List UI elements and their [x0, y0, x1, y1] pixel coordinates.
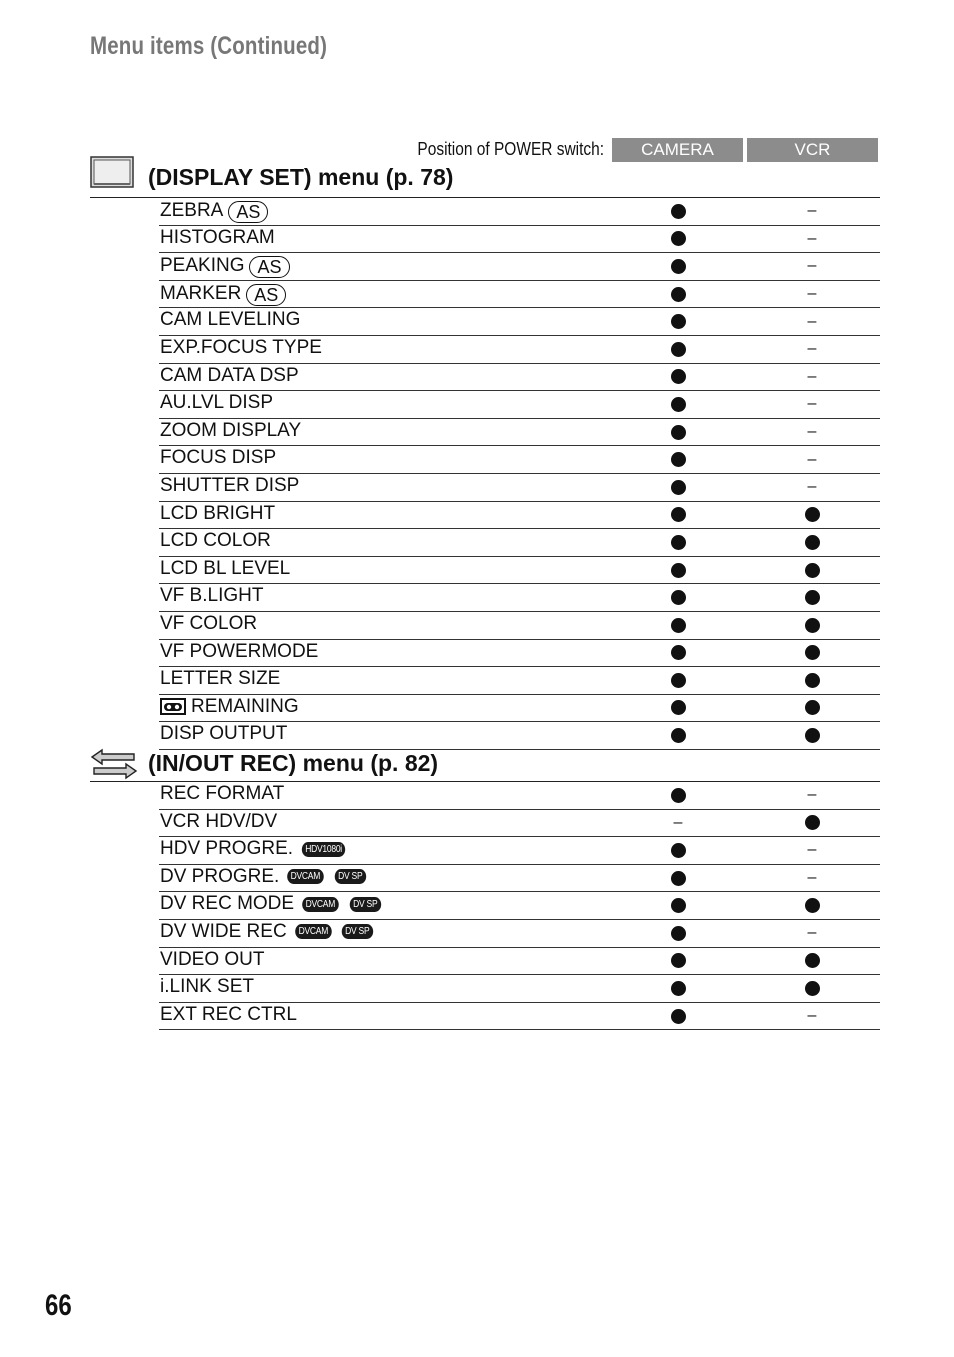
- item-text: REMAINING: [191, 695, 299, 717]
- item-label: [160, 309, 300, 331]
- as-badge: AS: [246, 284, 286, 306]
- dv-sp-badge: DV SP: [349, 897, 380, 912]
- available-dot: [671, 231, 686, 246]
- unavailable-dash: –: [807, 367, 817, 385]
- camera-availability: [668, 557, 688, 584]
- item-label: [160, 254, 290, 278]
- available-dot: [671, 369, 686, 384]
- available-dot: [671, 480, 686, 495]
- table-row: [159, 253, 880, 281]
- available-dot: [805, 953, 820, 968]
- item-text: LETTER SIZE: [160, 668, 281, 690]
- item-label: [160, 530, 271, 552]
- item-label: [160, 503, 275, 525]
- item-text: VF COLOR: [160, 612, 258, 634]
- available-dot: [671, 788, 686, 803]
- camera-availability: [668, 892, 688, 919]
- table-row: [159, 837, 880, 865]
- table-row: [159, 920, 880, 948]
- available-dot: [805, 700, 820, 715]
- item-label: [160, 696, 299, 718]
- table-row: [159, 948, 880, 976]
- vcr-availability: [802, 722, 822, 749]
- camera-availability: [668, 364, 688, 391]
- item-label: [160, 668, 280, 690]
- camera-availability: [668, 1003, 688, 1030]
- available-dot: [671, 953, 686, 968]
- unavailable-dash: –: [807, 841, 817, 859]
- item-label: [160, 949, 265, 971]
- item-text: HISTOGRAM: [160, 226, 275, 248]
- vcr-availability: [802, 837, 822, 864]
- tape-icon: [160, 698, 186, 715]
- unavailable-dash: –: [807, 257, 817, 275]
- item-text: DISP OUTPUT: [160, 723, 288, 745]
- available-dot: [671, 898, 686, 913]
- table-row: [159, 612, 880, 640]
- item-text: VF B.LIGHT: [160, 585, 264, 607]
- available-dot: [671, 204, 686, 219]
- item-text: LCD BL LEVEL: [160, 557, 291, 579]
- vcr-availability: [802, 198, 822, 225]
- vcr-availability: [802, 474, 822, 501]
- display-set-title: (DISPLAY SET) menu (p. 78): [148, 164, 454, 190]
- item-text: DV PROGRE.: [160, 865, 280, 887]
- page-number: 66: [45, 1289, 72, 1322]
- item-label: [160, 1004, 297, 1026]
- vcr-availability: [802, 865, 822, 892]
- table-row: [159, 782, 880, 810]
- vcr-availability: [802, 948, 822, 975]
- vcr-availability: [802, 695, 822, 722]
- camera-availability: [668, 584, 688, 611]
- available-dot: [805, 728, 820, 743]
- unavailable-dash: –: [807, 229, 817, 247]
- camera-availability: [668, 640, 688, 667]
- table-row: [159, 336, 880, 364]
- page-title: Menu items (Continued): [90, 32, 328, 60]
- item-text: EXP.FOCUS TYPE: [160, 336, 322, 358]
- item-label: [160, 199, 268, 223]
- item-text: LCD BRIGHT: [160, 502, 276, 524]
- camera-availability: [668, 253, 688, 280]
- available-dot: [671, 673, 686, 688]
- vcr-availability: [802, 364, 822, 391]
- item-text: VF POWERMODE: [160, 640, 319, 662]
- dvcam-badge: DVCAM: [302, 897, 338, 912]
- table-row: [159, 446, 880, 474]
- item-text: MARKER: [160, 282, 242, 304]
- vcr-availability: [802, 502, 822, 529]
- power-switch-label: Position of POWER switch:: [417, 139, 604, 159]
- camera-column-header: CAMERA: [612, 138, 743, 162]
- unavailable-dash: –: [673, 813, 683, 831]
- camera-availability: [668, 281, 688, 308]
- available-dot: [805, 898, 820, 913]
- camera-availability: [668, 474, 688, 501]
- item-text: REC FORMAT: [160, 783, 285, 804]
- item-label: [160, 337, 322, 359]
- table-row: [159, 419, 880, 447]
- available-dot: [671, 645, 686, 660]
- item-label: [160, 783, 284, 805]
- dvcam-badge: DVCAM: [295, 924, 331, 939]
- table-row: [159, 584, 880, 612]
- camera-availability: [668, 810, 688, 837]
- vcr-availability: [802, 529, 822, 556]
- available-dot: [805, 981, 820, 996]
- vcr-availability: [802, 667, 822, 694]
- vcr-availability: [802, 419, 822, 446]
- item-text: DV REC MODE: [160, 893, 295, 915]
- item-text: AU.LVL DISP: [160, 392, 273, 414]
- camera-availability: [668, 502, 688, 529]
- item-label: [160, 227, 275, 249]
- vcr-availability: [802, 336, 822, 363]
- table-row: [159, 391, 880, 419]
- vcr-availability: [802, 892, 822, 919]
- item-text: ZEBRA: [160, 200, 224, 221]
- available-dot: [671, 590, 686, 605]
- camera-availability: [668, 336, 688, 363]
- camera-availability: [668, 837, 688, 864]
- available-dot: [805, 563, 820, 578]
- item-label: [160, 420, 301, 442]
- camera-availability: [668, 198, 688, 225]
- vcr-availability: [802, 975, 822, 1002]
- item-label: [160, 558, 290, 580]
- as-badge: AS: [228, 201, 268, 223]
- item-text: i.LINK SET: [160, 976, 254, 998]
- camera-availability: [668, 529, 688, 556]
- available-dot: [805, 815, 820, 830]
- in-out-rec-table: [159, 782, 880, 1030]
- table-row: [159, 474, 880, 502]
- camera-availability: [668, 226, 688, 253]
- table-row: [159, 198, 880, 226]
- vcr-availability: [802, 782, 822, 809]
- camera-availability: [668, 446, 688, 473]
- item-label: [160, 392, 273, 414]
- camera-availability: [668, 865, 688, 892]
- vcr-availability: [802, 920, 822, 947]
- camera-availability: [668, 722, 688, 749]
- available-dot: [805, 507, 820, 522]
- table-row: [159, 557, 880, 585]
- table-row: [159, 667, 880, 695]
- in-out-arrows-icon: [90, 748, 138, 780]
- table-row: [159, 226, 880, 254]
- table-row: [159, 892, 880, 920]
- unavailable-dash: –: [807, 869, 817, 887]
- available-dot: [671, 535, 686, 550]
- table-row: [159, 865, 880, 893]
- vcr-availability: [802, 810, 822, 837]
- table-row: [159, 695, 880, 723]
- available-dot: [671, 452, 686, 467]
- available-dot: [805, 645, 820, 660]
- available-dot: [671, 926, 686, 941]
- item-label: [160, 976, 254, 998]
- camera-availability: [668, 667, 688, 694]
- vcr-availability: [802, 557, 822, 584]
- item-text: VIDEO OUT: [160, 948, 265, 970]
- table-row: [159, 1003, 880, 1031]
- item-label: [160, 866, 368, 888]
- unavailable-dash: –: [807, 423, 817, 441]
- available-dot: [671, 618, 686, 633]
- item-label: [160, 641, 318, 663]
- vcr-availability: [802, 584, 822, 611]
- available-dot: [671, 843, 686, 858]
- camera-availability: [668, 419, 688, 446]
- item-text: CAM LEVELING: [160, 309, 301, 331]
- camera-availability: [668, 948, 688, 975]
- table-row: [159, 502, 880, 530]
- available-dot: [671, 981, 686, 996]
- in-out-rec-title: (IN/OUT REC) menu (p. 82): [148, 750, 439, 776]
- vcr-column-header: VCR: [747, 138, 878, 162]
- item-label: [160, 365, 299, 387]
- vcr-availability: [802, 281, 822, 308]
- in-out-rec-section-header: [90, 748, 880, 782]
- available-dot: [805, 590, 820, 605]
- dv-sp-badge: DV SP: [342, 924, 373, 939]
- vcr-availability: [802, 612, 822, 639]
- item-text: PEAKING: [160, 255, 245, 277]
- table-row: [159, 308, 880, 336]
- camera-availability: [668, 308, 688, 335]
- vcr-availability: [802, 1003, 822, 1030]
- item-text: ZOOM DISPLAY: [160, 419, 302, 441]
- item-label: [160, 585, 263, 607]
- item-label: [160, 447, 276, 469]
- vcr-availability: [802, 446, 822, 473]
- table-row: [159, 975, 880, 1003]
- vcr-availability: [802, 308, 822, 335]
- unavailable-dash: –: [807, 202, 817, 220]
- available-dot: [671, 1009, 686, 1024]
- available-dot: [671, 728, 686, 743]
- available-dot: [671, 563, 686, 578]
- table-row: [159, 529, 880, 557]
- vcr-availability: [802, 253, 822, 280]
- item-text: DV WIDE REC: [160, 920, 287, 942]
- table-row: [159, 281, 880, 309]
- vcr-availability: [802, 226, 822, 253]
- unavailable-dash: –: [807, 340, 817, 358]
- item-text: VCR HDV/DV: [160, 810, 278, 832]
- display-set-section-header: [90, 156, 880, 198]
- unavailable-dash: –: [807, 312, 817, 330]
- item-text: LCD COLOR: [160, 530, 271, 552]
- unavailable-dash: –: [807, 1007, 817, 1025]
- available-dot: [805, 535, 820, 550]
- available-dot: [671, 259, 686, 274]
- item-label: [160, 475, 299, 497]
- as-badge: AS: [249, 256, 289, 278]
- item-label: [160, 921, 376, 943]
- camera-availability: [668, 782, 688, 809]
- item-label: [160, 893, 383, 915]
- available-dot: [671, 700, 686, 715]
- item-label: [160, 282, 286, 306]
- available-dot: [671, 287, 686, 302]
- display-set-icon: [90, 156, 134, 188]
- unavailable-dash: –: [807, 450, 817, 468]
- table-row: [159, 640, 880, 668]
- item-text: CAM DATA DSP: [160, 364, 299, 386]
- unavailable-dash: –: [807, 285, 817, 303]
- item-label: [160, 723, 287, 745]
- item-label: [160, 811, 277, 833]
- unavailable-dash: –: [807, 786, 817, 804]
- vcr-availability: [802, 640, 822, 667]
- display-set-table: [159, 198, 880, 750]
- item-text: SHUTTER DISP: [160, 474, 300, 496]
- camera-availability: [668, 975, 688, 1002]
- camera-availability: [668, 612, 688, 639]
- table-row: [159, 722, 880, 750]
- item-label: [160, 613, 257, 635]
- available-dot: [671, 314, 686, 329]
- available-dot: [671, 342, 686, 357]
- unavailable-dash: –: [807, 478, 817, 496]
- table-row: [159, 364, 880, 392]
- available-dot: [805, 673, 820, 688]
- unavailable-dash: –: [807, 395, 817, 413]
- item-text: HDV PROGRE.: [160, 838, 294, 860]
- dvcam-badge: DVCAM: [288, 869, 324, 884]
- item-text: EXT REC CTRL: [160, 1003, 297, 1025]
- available-dot: [671, 397, 686, 412]
- vcr-availability: [802, 391, 822, 418]
- available-dot: [671, 507, 686, 522]
- available-dot: [805, 618, 820, 633]
- dv-sp-badge: DV SP: [335, 869, 366, 884]
- item-text: FOCUS DISP: [160, 447, 277, 469]
- table-row: [159, 810, 880, 838]
- camera-availability: [668, 920, 688, 947]
- available-dot: [671, 425, 686, 440]
- camera-availability: [668, 391, 688, 418]
- hdv1080i-badge: HDV1080i: [302, 842, 346, 857]
- camera-availability: [668, 695, 688, 722]
- unavailable-dash: –: [807, 924, 817, 942]
- item-label: [160, 838, 349, 860]
- available-dot: [671, 871, 686, 886]
